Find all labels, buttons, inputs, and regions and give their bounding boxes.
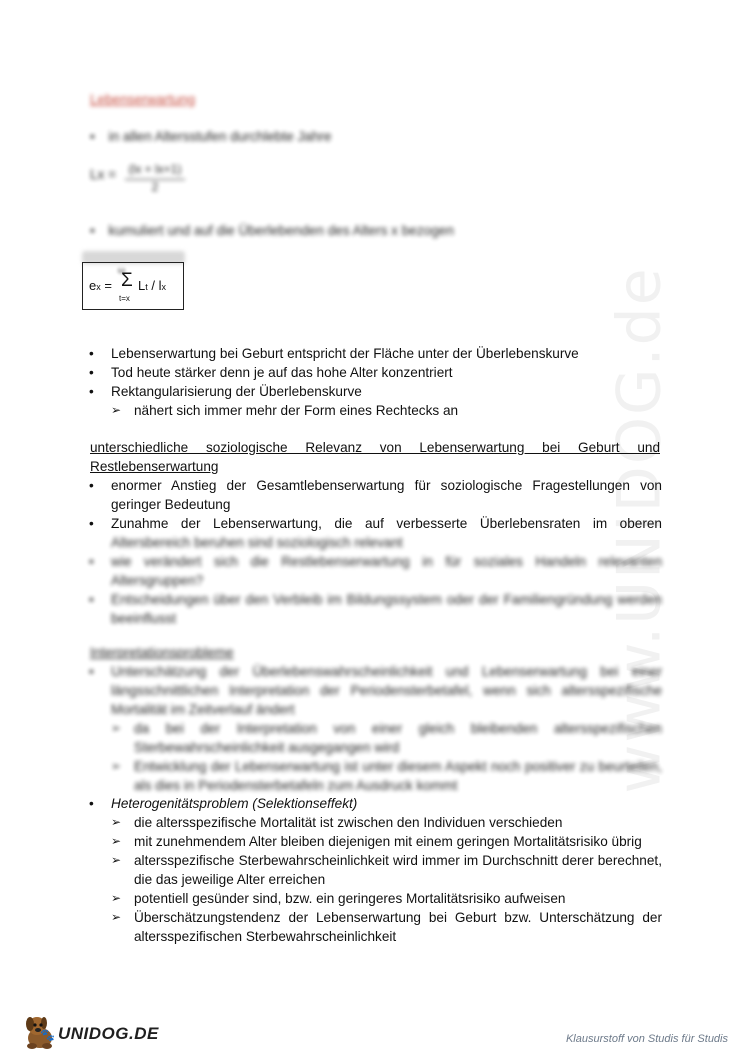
sub-list-item: ➢ Entwicklung der Lebenserwartung ist unter diesem Aspekt noch positiver zu beurteilen, als dies in Periodensterbetafeln zum Ausdruck kommt xyxy=(111,759,662,793)
list-item xyxy=(88,794,662,813)
bullet-glyph: • xyxy=(89,384,94,399)
formula-lx-denominator: 2 xyxy=(151,180,159,194)
footer-tagline: Klausurstoff von Studis für Studis xyxy=(565,1033,728,1045)
sub-list-item: ➢ die altersspezifische Mortalität ist zwischen den Individuen verschieden xyxy=(111,815,563,830)
arrow-glyph: ➢ xyxy=(111,759,122,773)
arrow-glyph: ➢ xyxy=(111,853,122,867)
sub-list-item: ➢ Überschätzungstendenz der Lebenserwartung bei Geburt bzw. Unterschätzung der altersspezifischen Sterbewahrscheinlichkeit xyxy=(111,910,662,944)
formula-lx-lhs: Lx = xyxy=(90,167,117,182)
section-heading-relevanz: unterschiedliche soziologische Relevanz von Lebenserwartung bei Geburt und Restlebenserwartung xyxy=(90,440,660,474)
bullet-text: in allen Altersstufen durchlebte Jahre xyxy=(108,129,332,144)
bullet-glyph: • xyxy=(89,592,94,607)
bullet-glyph: • xyxy=(89,478,94,493)
relevance-list xyxy=(88,476,662,533)
bullet-glyph: • xyxy=(90,223,95,238)
bullet-glyph: • xyxy=(89,346,94,361)
list-item: • Rektangularisierung der Überlebenskurve xyxy=(89,384,362,399)
bullet-glyph: • xyxy=(89,516,94,531)
formula-lt-lx: Lt / lx xyxy=(138,278,166,293)
list-item: • wie verändert sich die Restlebenserwartung in für soziales Handeln relevanten Altersgruppen? xyxy=(89,554,662,588)
life-expectancy-list xyxy=(88,344,662,420)
sub-list-item: ➢ potentiell gesünder sind, bzw. ein geringeres Mortalitätsrisiko aufweisen xyxy=(111,891,566,906)
arrow-glyph: ➢ xyxy=(111,910,122,924)
formula-lx-numerator: (lx + lx+1) xyxy=(125,160,185,180)
paw-icon: 🐾 xyxy=(40,1028,55,1042)
bullet-text: kumuliert und auf die Überlebenden des Alters x bezogen xyxy=(108,223,454,238)
arrow-glyph: ➢ xyxy=(111,721,122,735)
interpretation-list xyxy=(88,662,662,795)
relevance-list-blurred xyxy=(88,552,662,628)
bullet-glyph: • xyxy=(89,664,94,679)
arrow-glyph: ➢ xyxy=(111,815,122,829)
blurred-line: Altersbereich beruhen sind soziologisch relevant xyxy=(111,535,403,550)
heterogeneity-heading: Heterogenitätsproblem (Selektionseffekt) xyxy=(111,796,358,811)
arrow-glyph: ➢ xyxy=(111,403,122,417)
sigma-symbol: Σ xyxy=(121,270,133,291)
sub-list-item: ➢ nähert sich immer mehr der Form eines Rechtecks an xyxy=(111,403,459,418)
bullet-glyph: • xyxy=(89,796,94,811)
bullet-glyph: • xyxy=(90,129,95,144)
list-item: • Lebenserwartung bei Geburt entspricht der Fläche unter der Überlebenskurve xyxy=(89,346,579,361)
logo-text: UNIDOG.DE xyxy=(58,1024,159,1043)
formula-ex: ex = xyxy=(89,278,112,293)
list-item: • Zunahme der Lebenserwartung, die auf verbesserte Überlebensraten im oberen xyxy=(89,516,662,531)
bullet-glyph: • xyxy=(89,554,94,569)
heterogeneity-list xyxy=(88,794,662,946)
formula-lower-limit: t=x xyxy=(119,294,130,303)
list-item: • Unterschätzung der Überlebenswahrscheinlichkeit und Lebenserwartung bei einer längsschnittlichen Interpretation der Periodensterbetafel, wenn sich altersspezifische Mortalität im Zeitverlauf ändert xyxy=(89,664,662,717)
formula-upper-limit: ω xyxy=(118,265,126,275)
bullet-item xyxy=(90,127,331,146)
section-heading-interpretation: Interpretationsprobleme xyxy=(90,645,234,660)
bullet-glyph: • xyxy=(89,365,94,380)
ex-formula-box xyxy=(82,262,184,310)
bullet-item xyxy=(90,221,454,240)
sub-list-item: ➢ da bei der Interpretation von einer gleich bleibenden altersspezifischen Sterbewahrscheinlichkeit ausgegangen wird xyxy=(111,721,662,755)
document-page: www.UNIDOG.de Lebenserwartung • in allen Altersstufen durchlebte Jahre Lx = (lx + lx+1) 2 • kumuliert und auf die Überlebenden des Alters x bezogen ω ex = Σ Lt / lx t=x • Lebenserwartung bei Geburt entspricht der Fläche unter der Überlebenskurve • Tod heute stärker denn je auf das hohe Alter konzentriert • Rektangularisierung der Überlebenskurve ➢ nähert sich immer mehr der Form eines Rechtecks an unterschiedliche soziologische Relevanz von Lebenserwartung bei Geburt und Restlebenserwartung • enormer Anstieg der Gesamtlebenserwartung für soziologische Fragestellungen von geringer Bedeutung • Zunahme der Lebenserwartung, die auf verbesserte Überlebensraten im oberen Altersbereich beruhen sind soziologisch relevant • wie verändert sich die Restlebenserwartung in für soziales Handeln relevanten Altersgruppen? • Entscheidungen über den Verbleib im Bildungssystem oder der Familiengründung werden beeinflusst Interpretationsprobleme • Unterschätzung der Überlebenswahrscheinlichkeit und Lebenserwartung bei einer längsschnittlichen Interpretation der Periodensterbetafel, wenn sich altersspezifische Mortalität im Zeitverlauf ändert ➢ da bei der Interpretation von einer gleich bleibenden altersspezifischen Sterbewahrscheinlichkeit ausgegangen wird ➢ Entwicklung der Lebenserwartung ist unter diesem Aspekt noch positiver zu beurteilen, als dies in Periodensterbetafeln zum Ausdruck kommt • Heterogenitätsproblem (Selektionseffekt) ➢ die altersspezifische Mortalität ist zwischen den Individuen verschieden ➢ mit zunehmendem Alter bleiben diejenigen mit einem geringen Mortalitätsrisiko übrig ➢ altersspezifische Sterbewahrscheinlichkeit wird immer im Durchschnitt derer berechnet, die das jeweilige Alter erreichen ➢ potentiell gesünder sind, bzw. ein geringeres Mortalitätsrisiko aufweisen ➢ Überschätzungstendenz der Lebenserwartung bei Geburt bzw. Unterschätzung der altersspezifischen Sterbewahrscheinlichkeit 🐾 UNIDOG.DE Klausurstoff von Studis für Studis xyxy=(0,0,750,1060)
section-heading-lebenserwartung: Lebenserwartung xyxy=(90,92,196,107)
list-item: • Entscheidungen über den Verbleib im Bildungssystem oder der Familiengründung werden beeinflusst xyxy=(89,592,662,626)
list-item: • enormer Anstieg der Gesamtlebenserwartung für soziologische Fragestellungen von geringer Bedeutung xyxy=(89,478,662,512)
arrow-glyph: ➢ xyxy=(111,834,122,848)
sub-list-item: ➢ altersspezifische Sterbewahrscheinlichkeit wird immer im Durchschnitt derer berechnet, die das jeweilige Alter erreichen xyxy=(111,853,662,887)
sub-list-item: ➢ mit zunehmendem Alter bleiben diejenigen mit einem geringen Mortalitätsrisiko übrig xyxy=(111,834,642,849)
list-item: • Tod heute stärker denn je auf das hohe Alter konzentriert xyxy=(89,365,453,380)
arrow-glyph: ➢ xyxy=(111,891,122,905)
